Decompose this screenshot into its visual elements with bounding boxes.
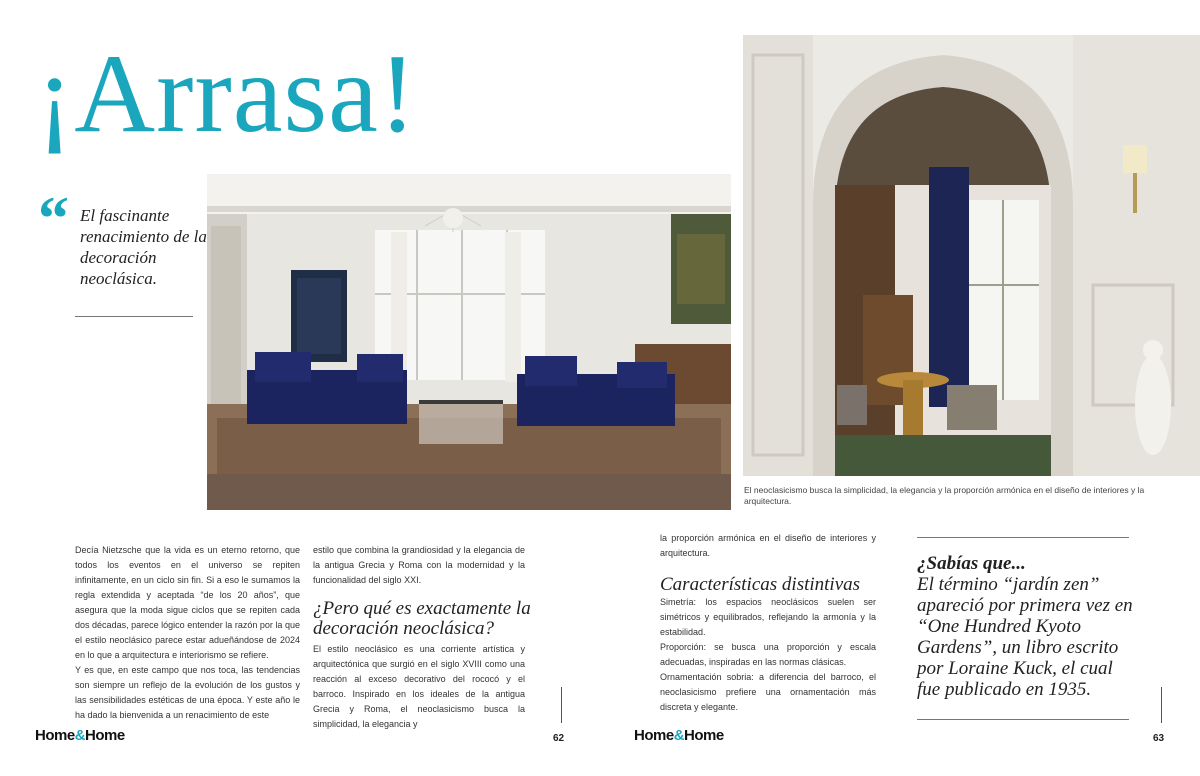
paragraph: Decía Nietzsche que la vida es un eterno retorno, que todos los eventos en el universo se repiten infinitamente, en un ciclo sin fin. Si a eso le sumamos la regla extendida y aceptada “de los 20 años”, que asegura que la moda sigue ciclos que se repiten cada dos décadas, parece lógico entender la razón por la que el estilo neoclásico parece estar adueñándose de 2024 en lo que a arquitectura e interiorismo se refiere. [75,545,300,660]
quote-divider [75,316,193,317]
section-heading: Características distintivas [660,574,861,595]
sidebar-lead: ¿Sabías que... [917,553,1026,574]
body-column-1 [75,543,300,723]
list-item: Proporción: se busca una proporción y escala adecuadas, inspiradas en las normas clásicas. [660,642,876,667]
page-number-left: 62 [553,733,565,744]
living-room-photo [207,174,731,510]
body-column-2-top [313,543,525,588]
sidebar-text: El término “jardín zen” apareció por primera vez en “One Hundred Kyoto Gardens”, un libro escrito por Loraine Kuck, el cual fue publicado en 1935. [917,574,1133,700]
paragraph: estilo que combina la grandiosidad y la elegancia de la antigua Grecia y Roma con la modernidad y la funcionalidad del siglo XXI. [313,545,525,585]
body-column-2-bottom [313,642,525,732]
did-you-know-box [917,553,1137,700]
quote-mark-icon: “ [38,185,69,253]
sidebar-bottom-rule [917,719,1129,720]
page-title: ¡Arrasa! [36,32,418,156]
paragraph: Y es que, en este campo que nos toca, las tendencias son siempre un reflejo de la evolución de los gustos y las sensibilidades estéticas de una época. Y este año le ha dado la bienvenida a un renacimiento de este [75,665,300,720]
intro-quote: El fascinante renacimiento de la decoración neoclásica. [80,206,207,288]
brand-logo-left: Home&Home [35,727,125,744]
characteristics-list [660,595,876,715]
column-divider [1161,687,1162,723]
list-item: Ornamentación sobria: a diferencia del barroco, el neoclasicismo prefiere una ornamentación más discreta y elegante. [660,672,876,712]
paragraph: El estilo neoclásico es una corriente artística y arquitectónica que surgió en el siglo XVIII como una reacción al exceso decorativo del rococó y el barroco. Inspirado en los ideales de la antigua Grecia y Roma, el neoclasicismo busca la simplicidad, la elegancia y [313,644,525,729]
section-heading: ¿Pero qué es exactamente la decoración neoclásica? [313,598,531,639]
paragraph: la proporción armónica en el diseño de interiores y arquitectura. [660,533,876,558]
list-item: Simetría: los espacios neoclásicos suelen ser simétricos y equilibrados, reflejando la armonía y la estabilidad. [660,597,876,637]
page-number-right: 63 [1153,733,1165,744]
sidebar-top-rule [917,537,1129,538]
photo-caption: El neoclasicismo busca la simplicidad, la elegancia y la proporción armónica en el diseño de interiores y la arquitectura. [744,485,1145,506]
brand-logo-right: Home&Home [634,727,724,744]
body-column-3-top [660,531,876,561]
column-divider [561,687,562,723]
arch-interior-photo [743,35,1200,476]
